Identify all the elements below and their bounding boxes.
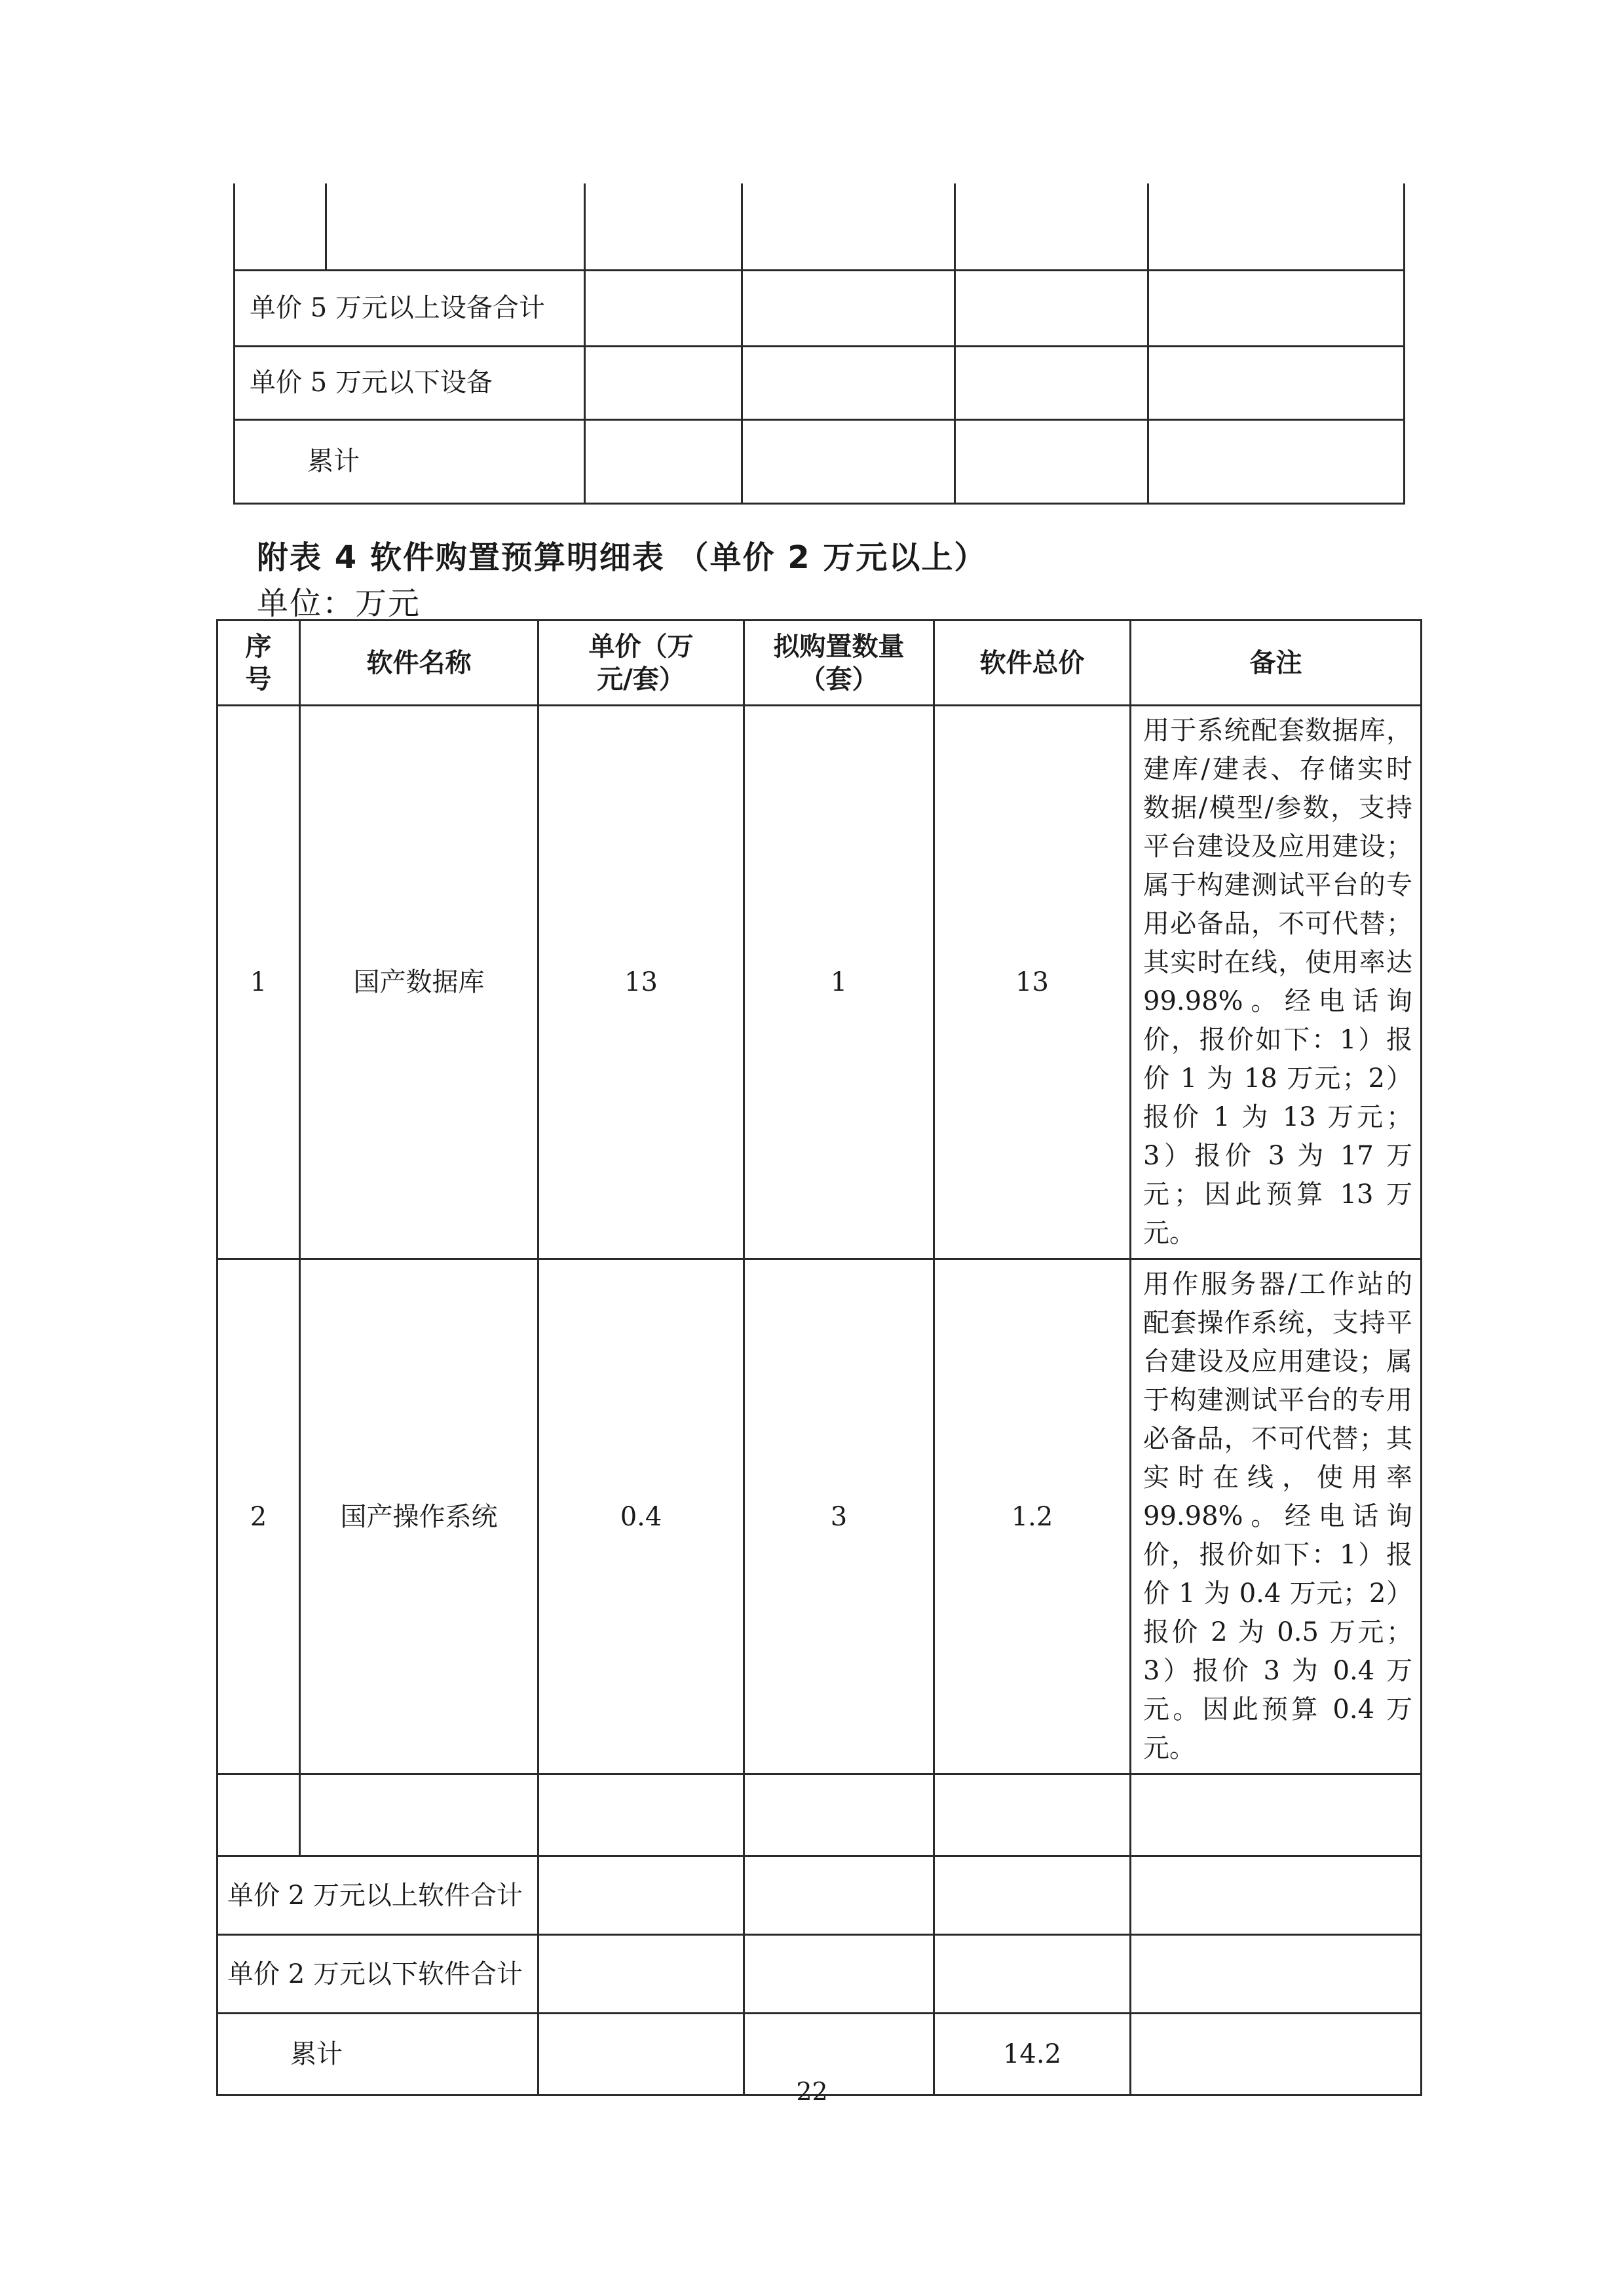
- subtotal-above-label: 单价 5 万元以上设备合计: [235, 270, 585, 346]
- row-quantity: 3: [744, 1259, 934, 1774]
- equipment-summary-table: [233, 183, 1405, 505]
- table-row: [217, 1935, 1422, 2014]
- unit-label: 单位：万元: [257, 585, 421, 622]
- row-name: 国产操作系统: [300, 1259, 538, 1774]
- row-total: 13: [934, 706, 1131, 1259]
- header-unit-price: 单价（万元/套）: [538, 621, 744, 706]
- row-no: 1: [217, 706, 300, 1259]
- table-header-row: [217, 621, 1422, 706]
- table-row: [217, 1774, 1422, 1856]
- row-name: 国产数据库: [300, 706, 538, 1259]
- table-row: [217, 1259, 1422, 1774]
- row-no: 2: [217, 1259, 300, 1774]
- total-value: 14.2: [934, 2014, 1131, 2095]
- subtotal-below-label: 单价 2 万元以下软件合计: [217, 1935, 538, 2014]
- total-label: 累计: [217, 2014, 538, 2095]
- subtotal-above-label: 单价 2 万元以上软件合计: [217, 1856, 538, 1935]
- total-label: 累计: [235, 419, 585, 503]
- header-quantity: 拟购置数量（套）: [744, 621, 934, 706]
- table-row: [217, 706, 1422, 1259]
- table-row: [217, 1856, 1422, 1935]
- page-number: 22: [796, 2077, 828, 2106]
- table-row: [235, 419, 1405, 503]
- header-no: 序号: [217, 621, 300, 706]
- row-unit-price: 13: [538, 706, 744, 1259]
- header-name: 软件名称: [300, 621, 538, 706]
- row-total: 1.2: [934, 1259, 1131, 1774]
- subtotal-below-label: 单价 5 万元以下设备: [235, 346, 585, 419]
- header-total: 软件总价: [934, 621, 1131, 706]
- table-row: [235, 183, 1405, 270]
- software-budget-table: [216, 619, 1422, 2096]
- row-remarks: 用于系统配套数据库，建库/建表、存储实时数据/模型/参数，支持平台建设及应用建设；属于构建测试平台的专用必备品，不可代替；其实时在线，使用率达99.98%。经电话询价，报价如下：1）报价 1 为 18 万元；2）报价 1 为 13 万元；3）报价 3 为 17 万元；因此预算 13 万元。: [1131, 706, 1422, 1259]
- row-quantity: 1: [744, 706, 934, 1259]
- row-remarks: 用作服务器/工作站的配套操作系统，支持平台建设及应用建设；属于构建测试平台的专用必备品，不可代替；其实时在线，使用率 99.98%。经电话询价，报价如下：1）报价 1 为 0.4 万元；2）报价 2 为 0.5 万元；3）报价 3 为 0.4 万元。因此预算 0.4 万元。: [1131, 1259, 1422, 1774]
- section-title: 附表 4 软件购置预算明细表 （单价 2 万元以上）: [257, 539, 987, 576]
- row-unit-price: 0.4: [538, 1259, 744, 1774]
- table-row: [235, 270, 1405, 346]
- table-row: [235, 346, 1405, 419]
- header-remarks: 备注: [1131, 621, 1422, 706]
